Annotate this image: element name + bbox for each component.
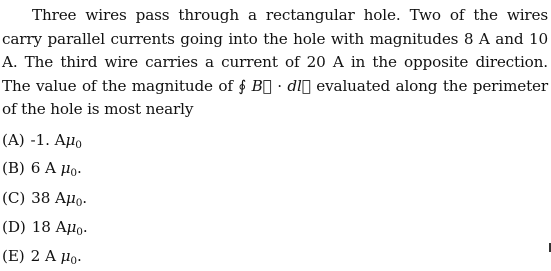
choice-unit: A xyxy=(55,189,66,207)
choice-suffix: . xyxy=(82,189,88,207)
mu-subscript: 0 xyxy=(75,139,82,151)
mu-subscript: 0 xyxy=(75,197,83,209)
choice-label: (A) xyxy=(2,131,25,149)
choice-label: (E) xyxy=(2,247,25,265)
choice-a[interactable] xyxy=(2,130,82,155)
choice-unit: A xyxy=(54,131,66,149)
question-text-part1: Three wires pass through a rectangular hole. Two of the wires carry parallel currents going into the hole with magnitudes 8 A and 10 A. The third wire carries a current of 20 A in the opposite direction. The value of the magnitude of xyxy=(2,6,548,95)
choice-value: -1. xyxy=(30,131,50,149)
contour-integral-symbol: ∮ xyxy=(238,76,247,95)
choice-unit: A xyxy=(45,159,56,177)
question-text xyxy=(2,4,548,122)
choice-suffix: . xyxy=(76,247,82,265)
choice-label: (D) xyxy=(2,218,26,236)
choice-label: (C) xyxy=(2,189,26,207)
mu-symbol: μ xyxy=(65,189,76,207)
choice-label: (B) xyxy=(2,159,25,177)
choice-unit: A xyxy=(55,218,67,236)
choice-c[interactable] xyxy=(2,188,87,213)
choice-value: 18 xyxy=(31,218,51,236)
vector-b: B⃗ xyxy=(251,76,272,95)
choice-unit: A xyxy=(44,247,56,265)
vector-dl: dl⃗ xyxy=(287,76,311,95)
choice-value: 6 xyxy=(30,159,41,177)
mu-subscript: 0 xyxy=(70,255,77,267)
mu-subscript: 0 xyxy=(70,167,78,179)
choice-value: 38 xyxy=(31,189,51,207)
dot-operator: · xyxy=(271,76,288,95)
mu-symbol: μ xyxy=(60,247,71,265)
choice-e[interactable] xyxy=(2,246,82,271)
choice-suffix: . xyxy=(82,218,88,236)
mu-symbol: μ xyxy=(60,159,71,177)
question-text-part2: evaluated along the perimeter of the hole is most nearly xyxy=(2,76,548,118)
mu-symbol: μ xyxy=(65,131,76,149)
choice-suffix: . xyxy=(77,159,82,177)
choice-d[interactable] xyxy=(2,217,88,242)
mu-symbol: μ xyxy=(66,218,77,236)
mu-subscript: 0 xyxy=(76,226,83,238)
choice-value: 2 xyxy=(30,247,41,265)
choice-b[interactable] xyxy=(2,158,82,183)
